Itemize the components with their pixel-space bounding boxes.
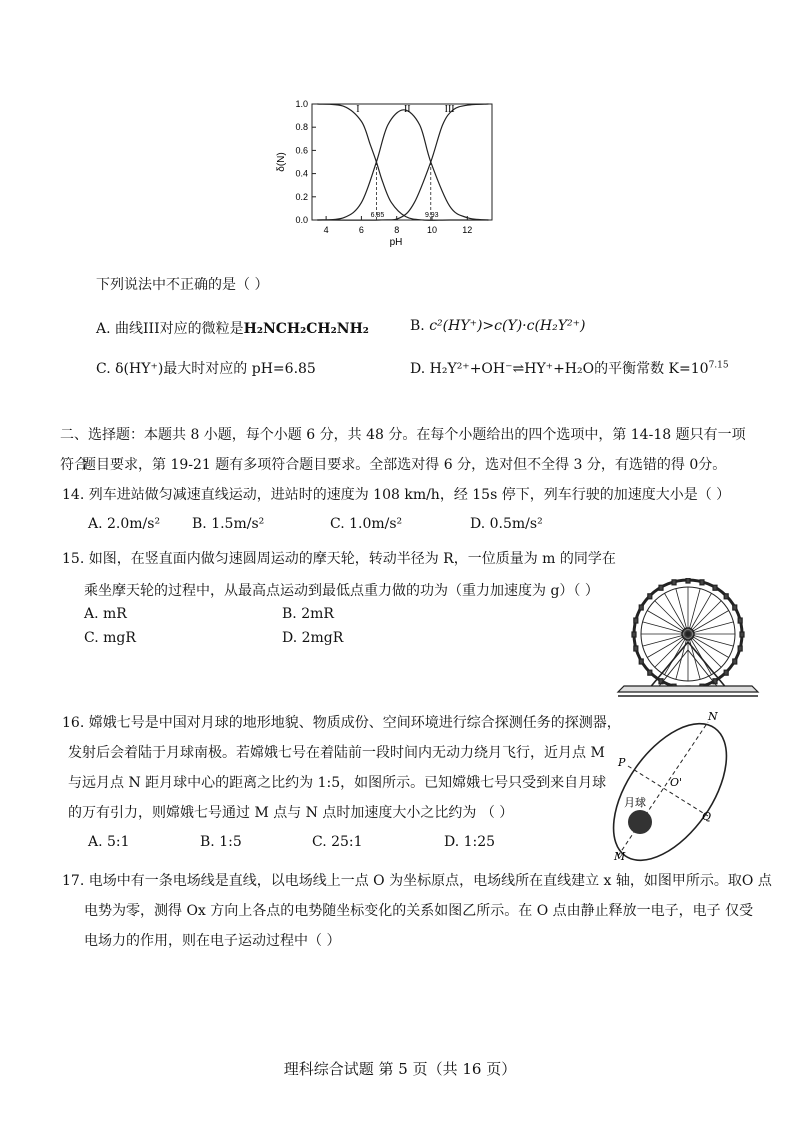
wheel-cabin: [713, 585, 717, 590]
y-tick-label: 0.6: [295, 145, 308, 156]
wheel-cabin: [700, 580, 704, 585]
q14-stem: 14. 列车进站做匀减速直线运动，进站时的速度为 108 km/h，经 15s 停下，列车行驶的加速度大小是（ ）: [62, 487, 731, 503]
q14-option-d: D. 0.5m/s²: [470, 516, 543, 532]
y-tick-label: 1.0: [295, 99, 308, 109]
q13-b-prefix: B.: [410, 318, 425, 334]
wheel-cabin: [724, 670, 728, 675]
orbit-label-q: Q: [702, 810, 712, 823]
wheel-cabin: [639, 605, 643, 610]
annotation-label: 6.85: [370, 212, 385, 219]
wheel-spoke: [643, 622, 688, 634]
q15-option-a: A. mR: [84, 606, 127, 622]
q17-line2: 电势为零，测得 Ox 方向上各点的电势随坐标变化的关系如图乙所示。在 O 点由静止释放一电子，电子 仅受: [84, 903, 754, 919]
wheel-cabin: [738, 646, 742, 651]
q13-a-prefix: A. 曲线III对应的微粒是: [96, 321, 244, 337]
series-label-III: III: [444, 104, 455, 115]
annotation-label: 9.93: [424, 212, 439, 219]
wheel-spoke: [688, 634, 700, 679]
x-tick-label: 4: [323, 225, 329, 235]
q15-option-b: B. 2mR: [282, 606, 334, 622]
wheel-cabin: [733, 605, 737, 610]
wheel-cabin: [686, 578, 690, 583]
q15-option-c: C. mgR: [84, 630, 136, 646]
wheel-cabin: [634, 646, 638, 651]
wheel-spoke: [676, 634, 688, 679]
x-tick-label: 6: [358, 225, 364, 235]
q16-line1: 16. 嫦娥七号是中国对月球的地形地貌、物质成份、空间环境进行综合探测任务的探测器，: [62, 715, 621, 731]
wheel-cabin: [740, 632, 744, 637]
wheel-cabin: [648, 594, 652, 599]
q14-option-a: A. 2.0m/s²: [88, 516, 161, 532]
wheel-cabin: [632, 632, 636, 637]
wheel-cabin: [639, 659, 643, 664]
wheel-cabin: [724, 594, 728, 599]
wheel-cabin: [738, 618, 742, 623]
x-axis-label: pH: [389, 237, 403, 248]
orbit-svg: [604, 712, 744, 862]
q16-option-a: A. 5:1: [88, 834, 130, 850]
y-tick-label: 0.2: [295, 191, 308, 202]
q16-line2: 发射后会着陆于月球南极。若嫦娥七号在着陆前一段时间内无动力绕月飞行，近月点 M: [68, 745, 605, 761]
y-tick-label: 0.0: [295, 215, 308, 225]
section2-line2: 题目要求，第 19-21 题有多项符合题目要求。全部选对得 6 分，选对但不全得 3 分，有选错的得 0分。: [82, 457, 727, 473]
q13-d-exp: 7.15: [708, 360, 729, 371]
orbit-label-n: N: [708, 712, 718, 723]
series-line-I: [317, 104, 488, 220]
wheel-cabin: [659, 585, 663, 590]
y-axis-label: δ(N): [276, 152, 287, 172]
q16-option-c: C. 25:1: [312, 834, 363, 850]
section2-line1: 二、选择题：本题共 8 小题，每个小题 6 分，共 48 分。在每个小题给出的四个选项中，第 14-18 题只有一项符合: [60, 427, 746, 473]
page-footer: 理科综合试题 第 5 页（共 16 页）: [283, 1060, 517, 1078]
plot-frame: [312, 104, 492, 220]
series-line-III: [317, 104, 488, 220]
ferris-wheel-svg: [608, 578, 768, 698]
y-tick-label: 0.4: [295, 168, 308, 179]
x-tick-label: 10: [426, 225, 438, 235]
orbit-figure: [604, 712, 744, 866]
q13-option-a: [96, 318, 369, 338]
q16-line3: 与远月点 N 距月球中心的距离之比约为 1:5，如图所示。已知嫦娥七号只受到来自月球: [68, 775, 607, 791]
q13-option-d: [410, 358, 729, 378]
wheel-spoke: [688, 634, 733, 646]
wheel-cabin: [648, 670, 652, 675]
wheel-cabin: [634, 618, 638, 623]
x-tick-label: 8: [394, 225, 400, 235]
q14-option-c: C. 1.0m/s²: [330, 516, 403, 532]
series-label-I: I: [356, 104, 360, 115]
q15-option-d: D. 2mgR: [282, 630, 344, 646]
q16-option-b: B. 1:5: [200, 834, 242, 850]
q14-option-b: B. 1.5m/s²: [192, 516, 265, 532]
q17-line3: 电场力的作用，则在电子运动过程中（ ）: [84, 933, 341, 949]
q17-line1: 17. 电场中有一条电场线是直线，以电场线上一点 O 为坐标原点，电场线所在直线建立 x 轴，如图甲所示。取O 点: [62, 873, 772, 889]
x-tick-label: 12: [462, 225, 473, 235]
q16-line4: 的万有引力，则嫦娥七号通过 M 点与 N 点时加速度大小之比约为 （ ）: [68, 805, 514, 821]
wheel-cabin: [672, 580, 676, 585]
q13-stem: 下列说法中不正确的是（ ）: [96, 277, 269, 293]
orbit-label-p: P: [618, 756, 626, 769]
ferris-wheel-figure: [608, 578, 768, 702]
orbit-label-o: O': [670, 776, 683, 789]
q13-option-c: C. δ(HY⁺)最大时对应的 pH=6.85: [96, 361, 316, 377]
moon-shape: [628, 810, 652, 834]
orbit-label-m: M: [614, 850, 626, 862]
distribution-chart: [278, 92, 508, 272]
orbit-label-moon: 月球: [624, 796, 646, 809]
y-tick-label: 0.8: [295, 122, 308, 133]
wheel-cabin: [733, 659, 737, 664]
q13-option-b: [410, 318, 585, 334]
q15-line2: 乘坐摩天轮的过程中，从最高点运动到最低点重力做的功为（重力加速度为 g）（ ）: [84, 583, 599, 599]
wheel-spoke: [688, 589, 700, 634]
series-line-II: [317, 110, 488, 220]
wheel-spoke: [643, 634, 688, 646]
q15-line1: 15. 如图，在竖直面内做匀速圆周运动的摩天轮，转动半径为 R，一位质量为 m 的同学在: [62, 551, 616, 567]
series-label-II: II: [403, 104, 411, 115]
q13-d-text: D. H₂Y²⁺+OH⁻⇌HY⁺+H₂O的平衡常数 K=10: [410, 361, 709, 377]
wheel-spoke: [688, 622, 733, 634]
q16-option-d: D. 1:25: [444, 834, 496, 850]
wheel-spoke: [676, 589, 688, 634]
q13-a-formula: H₂NCH₂CH₂NH₂: [243, 321, 369, 337]
q13-b-text: c²(HY⁺)>c(Y)·c(H₂Y²⁺): [429, 318, 586, 334]
chart-svg: [278, 92, 508, 272]
